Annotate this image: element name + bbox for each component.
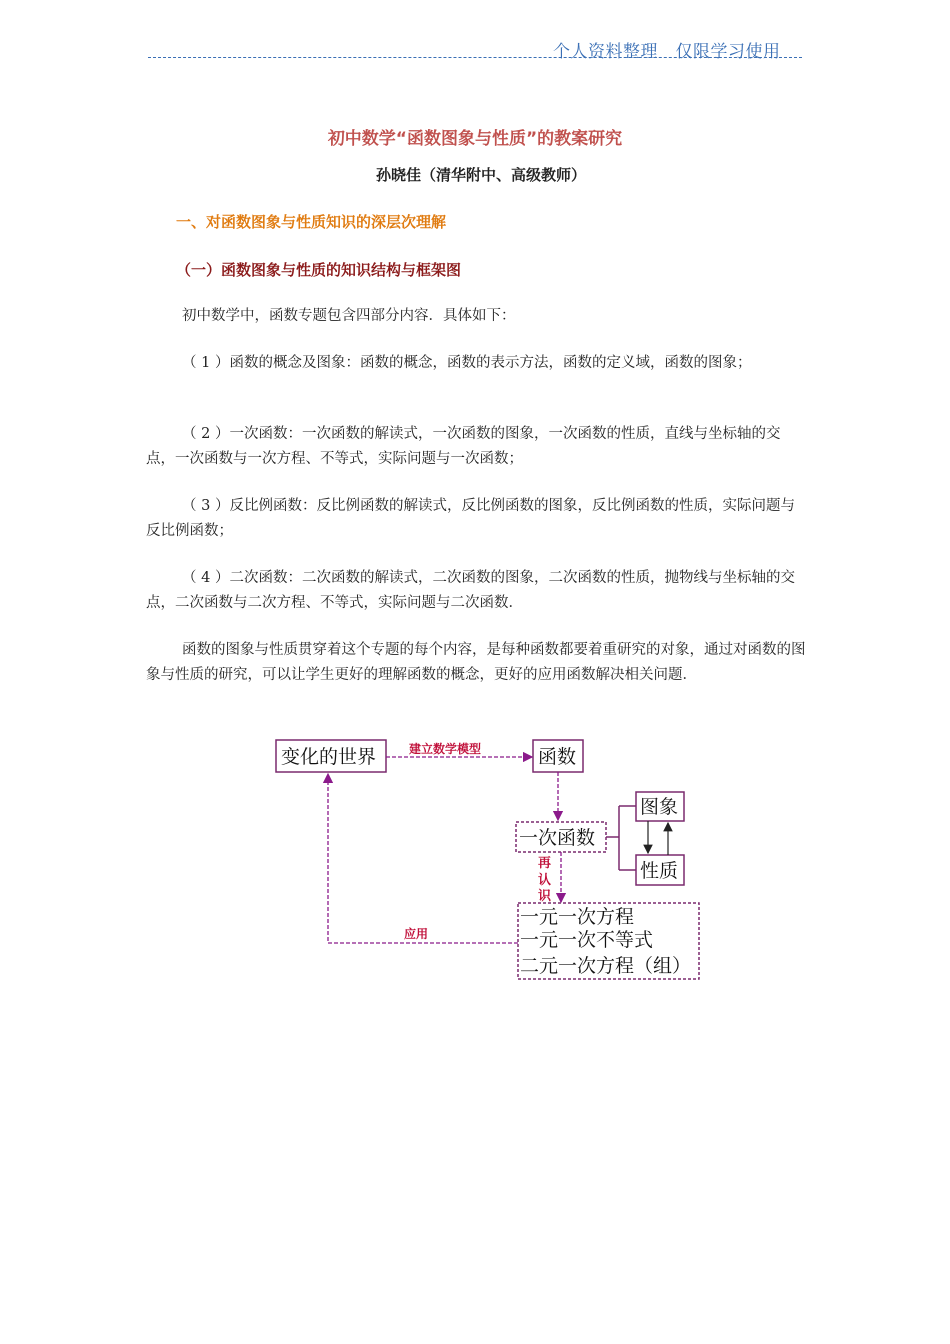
- box-function-label: 函数: [538, 746, 577, 768]
- document-title: 初中数学“函数图象与性质”的教案研究: [327, 129, 623, 149]
- label-recog: 认: [538, 873, 552, 888]
- subsection-heading: （一）函数图象与性质的知识结构与框架图: [176, 261, 462, 279]
- equation-line-2: 一元一次不等式: [520, 929, 654, 951]
- label-re: 再: [538, 856, 552, 871]
- paragraph-item-2: （ 2 ）一次函数：一次函数的解读式，一次函数的图象，一次函数的性质，直线与坐标轴的交点，一次函数与一次方程、不等式，实际问题与一次函数；: [146, 426, 781, 467]
- arrow-apply: [328, 774, 518, 943]
- arrow-apply-label: 应用: [404, 927, 429, 941]
- box-linear-function-label: 一次函数: [519, 827, 596, 849]
- box-changing-world-label: 变化的世界: [281, 746, 377, 768]
- arrow-build-model-label: 建立数学模型: [409, 742, 482, 756]
- equation-line-1: 一元一次方程: [520, 906, 635, 928]
- paragraph-item-3: （ 3 ）反比例函数：反比例函数的解读式，反比例函数的图象，反比例函数的性质，实际问题与反比例函数；: [146, 498, 795, 539]
- paragraph-intro: 初中数学中，函数专题包含四部分内容．具体如下：: [182, 308, 516, 324]
- paragraph-item-1: （ 1 ）函数的概念及图象：函数的概念，函数的表示方法，函数的定义域，函数的图象；: [182, 355, 752, 371]
- paragraph-summary: 函数的图象与性质贯穿着这个专题的每个内容，是每种函数都要着重研究的对象，通过对函数的图象与性质的研究，可以让学生更好的理解函数的概念，更好的应用函数解决相关问题．: [146, 642, 806, 683]
- header-note: 个人资料整理 仅限学习使用: [553, 42, 781, 62]
- section-heading: 一、对函数图象与性质知识的深层次理解: [176, 213, 447, 231]
- box-property-label: 性质: [640, 860, 679, 882]
- paragraph-item-4: （ 4 ）二次函数：二次函数的解读式，二次函数的图象，二次函数的性质，抛物线与坐标轴的交点，二次函数与二次方程、不等式，实际问题与二次函数．: [146, 570, 795, 611]
- label-know: 识: [538, 889, 552, 904]
- equation-line-3: 二元一次方程（组）: [520, 955, 692, 977]
- document-author: 孙晓佳（清华附中、高级教师）: [376, 166, 587, 184]
- box-graph-label: 图象: [640, 796, 679, 818]
